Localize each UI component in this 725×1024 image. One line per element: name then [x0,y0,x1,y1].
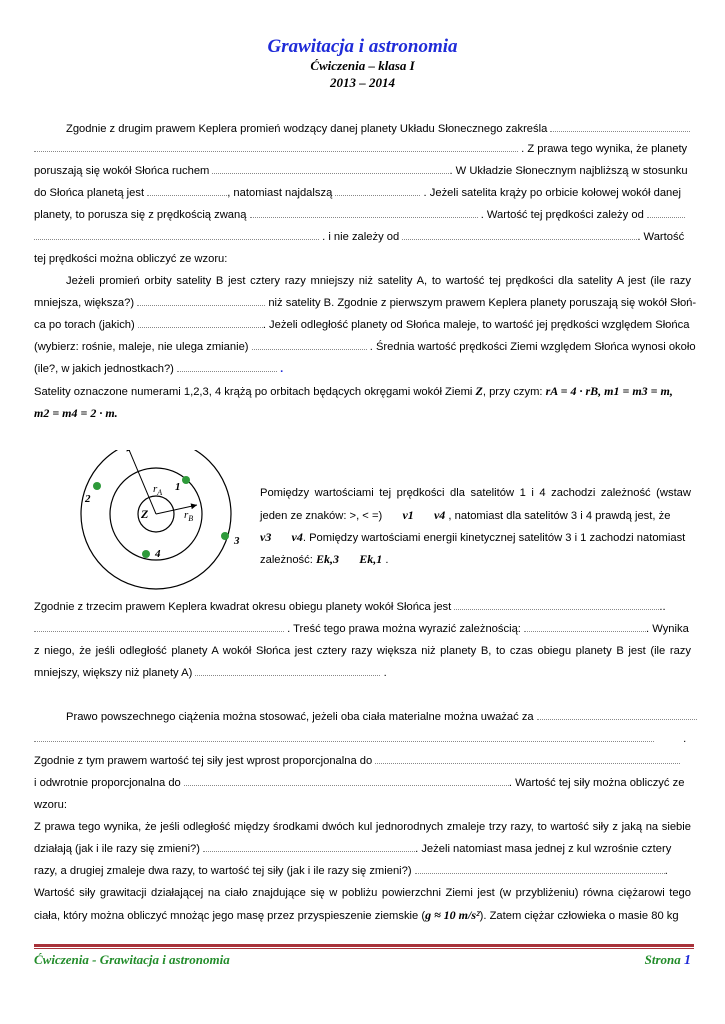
blank-field[interactable] [34,230,319,240]
text: razy, a drugiej zmaleje dwa razy, to wartość tej siły (jak i ile razy się zmieni?) [34,865,412,877]
blank-field[interactable] [184,776,509,786]
page-title: Grawitacja i astronomia [267,36,458,57]
math: Z [475,384,483,398]
text: do Słońca planetą jest [34,187,145,199]
text-line [260,508,691,523]
text-line [34,406,691,421]
text: Prawo powszechnego ciążenia można stosować, jeżeli oba ciała materialne można uważać za [66,711,534,723]
text: . Jeżeli satelita krąży po orbicie kołowej wokół danej [423,187,681,199]
text: mniejsza, większa?) [34,297,135,309]
page-label: Strona [644,952,681,967]
text: .. [659,601,666,613]
orbits-figure [78,450,253,590]
text: i odwrotnie proporcjonalna do [34,777,181,789]
text: poruszają się wokół Słońca ruchem [34,165,210,177]
text: Zgodnie z drugim prawem Keplera promień wodzący danej planety Układu Słonecznego zakreśla [66,123,548,135]
page-subtitle: Ćwiczenia – klasa I [310,58,415,73]
text: . Z prawa tego wynika, że planety [521,143,688,155]
blank-field[interactable] [34,142,518,152]
text-line [34,296,697,310]
math: Ek,1 [359,552,383,566]
blank-field[interactable] [335,186,420,196]
text: . W Układzie Słonecznym najbliższą w stosunku [449,165,688,177]
satellite-4-label: 4 [155,548,161,560]
text-line [34,864,691,878]
text-line [34,600,691,614]
text-line [34,230,691,244]
text-line [34,666,691,680]
text: (ile?, w jakich jednostkach?) [34,363,174,375]
text: . Jeżeli natomiast masa jednej z kul wzrośnie cztery [415,843,672,855]
text: , natomiast dla satelitów 3 i 4 prawdą jest, że [448,510,671,522]
math: v4 [291,530,303,544]
blank-field[interactable] [195,666,380,676]
text: Satelity oznaczone numerami 1,2,3, 4 krążą po orbitach będących okręgami wokół Ziemi [34,386,473,398]
text: . Wartość tej siły można obliczyć ze [508,777,685,789]
text-line: Jeżeli promień orbity satelity B jest cztery razy mniejszy niż satelity A, to wartość tej prędkości dla satelity A jest (ile razy [66,275,691,287]
text-line [260,552,691,567]
math: v3 [260,530,272,544]
satellite-3-label: 3 [234,535,240,547]
radius-a-label: $r_A$ [153,483,163,497]
blank-field[interactable] [375,754,680,764]
text-line: tej prędkości można obliczyć ze wzoru: [34,253,228,265]
blank-field[interactable] [34,732,654,742]
page-number [645,952,691,969]
blank-field[interactable] [252,340,367,350]
text-line: wzoru: [34,799,67,811]
text-line [34,318,691,332]
satellite-3 [221,532,229,540]
blank-field[interactable] [203,842,415,852]
text: . Wartość [637,231,685,243]
school-years: 2013 – 2014 [330,75,395,90]
blank-field[interactable] [212,164,449,174]
blank-field[interactable] [647,208,685,218]
earth-label: Z [141,507,149,521]
text: . i nie zależy od [322,231,400,243]
satellite-1-label: 1 [175,481,181,493]
text-line: z niego, że jeśli odległość planety A wokół Słońca jest cztery razy większa niż planety B, to czas obiegu planety B jest (ile razy [34,645,691,657]
satellite-2-label: 2 [85,493,91,505]
blank-field[interactable] [402,230,637,240]
text-line [66,710,691,724]
text-line [34,622,691,636]
text-line [34,732,691,746]
text: mniejszy, większy niż planety A) [34,667,193,679]
text-line [34,908,691,923]
text: . Treść tego prawa można wyrazić zależnością: [287,623,521,635]
text-line: Z prawa tego wynika, że jeśli odległość między środkami dwóch kul jednorodnych zmaleje trzy razy, to wartość siły z jaką na siebie [34,821,691,833]
text-line [34,384,691,399]
text-line [34,776,691,790]
text: . [385,554,389,566]
text: . [683,733,687,745]
text-line [34,754,691,768]
blank-field[interactable] [250,208,478,218]
blank-field[interactable] [550,122,690,132]
text-line [34,842,691,856]
text: ). Zatem ciężar człowieka o masie 80 kg [479,910,679,922]
math: m2 = m4 = 2 · m. [34,406,118,420]
text-line [34,142,691,156]
blank-field[interactable] [177,362,277,372]
text: niż satelity B. Zgodnie z pierwszym prawem Keplera planety poruszają się wokół Słoń- [268,297,697,309]
text-line [34,186,691,200]
blank-field[interactable] [34,622,284,632]
text: działają (jak i ile razy się zmieni?) [34,843,201,855]
page-number-value: 1 [684,953,691,968]
text: . [280,363,284,375]
text: . Jeżeli odległość planety od Słońca maleje, to wartość jej prędkości względem Słońca [262,319,690,331]
text-line [34,164,691,178]
blank-field[interactable] [524,622,646,632]
radius-b-label: $r_B$ [184,509,194,523]
text-line: Wartość siły grawitacji działającej na ciało znajdujące się w pobliżu powierzchni Ziemi jest (w przybliżeniu) równa ciężarowi tego [34,887,691,899]
text: . [383,667,387,679]
blank-field[interactable] [454,600,659,610]
text-line [34,208,691,222]
footer-divider [34,944,694,947]
satellite-2 [93,482,101,490]
blank-field[interactable] [537,710,697,720]
blank-field[interactable] [415,864,665,874]
math: Ek,3 [315,552,339,566]
satellite-1 [182,476,190,484]
blank-field[interactable] [137,296,265,306]
math: v4 [433,508,446,522]
text-line: Pomiędzy wartościami tej prędkości dla satelitów 1 i 4 zachodzi zależność (wstaw [260,487,691,499]
text: Zgodnie z tym prawem wartość tej siły jest wprost proporcjonalna do [34,755,373,767]
text: jeden ze znaków: >, < =) [260,510,383,522]
text: , przy czym: [482,386,543,398]
text: . Pomiędzy wartościami energii kinetycznej satelitów 3 i 1 zachodzi natomiast [302,532,686,544]
math: rA = 4 · rB, m1 = m3 = m, [545,384,673,398]
blank-field[interactable] [147,186,227,196]
text-line [260,530,691,545]
text-line [34,340,696,354]
math: g ≈ 10 m/s² [425,908,480,922]
text: Zgodnie z trzecim prawem Keplera kwadrat okresu obiegu planety wokół Słońca jest [34,601,452,613]
text-line [66,122,691,136]
text: . Średnia wartość prędkości Ziemi względem Słońca wynosi około [369,341,696,353]
footer-title: Ćwiczenia - Grawitacja i astronomia [34,952,230,967]
satellite-4 [142,550,150,558]
text-line [34,362,691,376]
text: , natomiast najdalszą [227,187,333,199]
text: planety, to porusza się z prędkością zwaną [34,209,247,221]
footer-divider-thin [34,948,694,949]
text: . Wynika [646,623,689,635]
text: (wybierz: rośnie, maleje, nie ulega zmianie) [34,341,249,353]
blank-field[interactable] [138,318,263,328]
text: . Wartość tej prędkości zależy od [480,209,644,221]
math: v1 [402,508,414,522]
text: ciała, który można obliczyć mnożąc jego masę przez przyspieszenie ziemskie ( [34,910,426,922]
text: ca po torach (jakich) [34,319,135,331]
text: . [664,865,668,877]
text: zależność: [260,554,313,566]
